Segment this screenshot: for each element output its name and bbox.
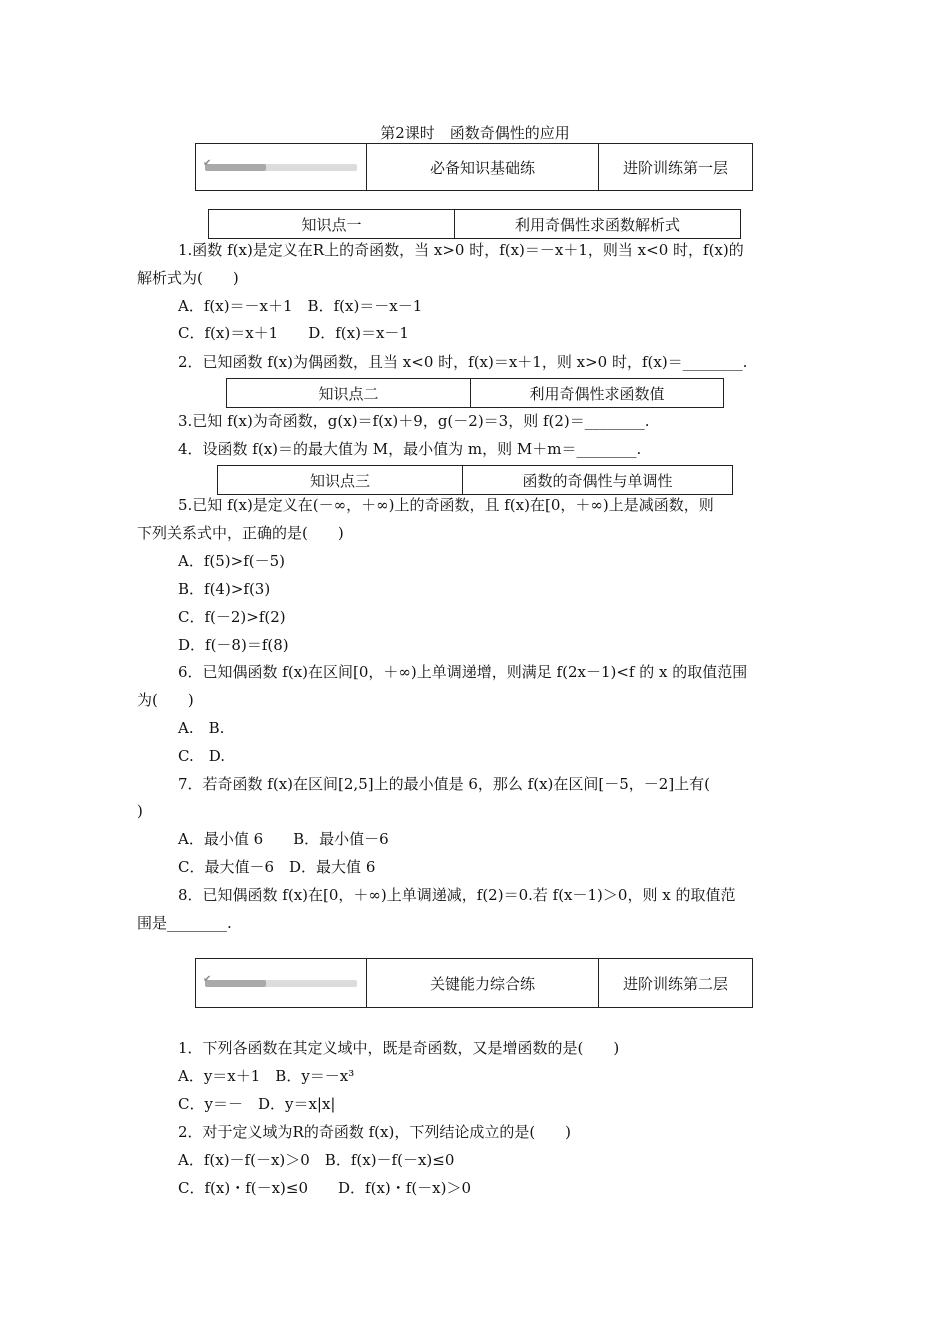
progress-bar — [203, 157, 357, 171]
text-line: 解析式为( ) — [137, 269, 239, 287]
text-line: A. B. — [178, 719, 225, 737]
text-line: 8．已知偶函数 f(x)在[0，＋∞)上单调递减，f(2)＝0.若 f(x－1)＞0，则 x 的取值范 — [178, 886, 736, 904]
text-line: 为( ) — [137, 691, 194, 709]
kp-label: 知识点二 — [227, 379, 471, 407]
check-icon: ✔ — [203, 973, 212, 985]
kp-label: 知识点三 — [218, 466, 463, 494]
knowledge-point-3 — [217, 465, 733, 495]
section-banner-basic — [195, 143, 753, 191]
text-line: ) — [137, 802, 143, 820]
progress-bar — [203, 973, 357, 987]
text-line: 5.已知 f(x)是定义在(－∞，＋∞)上的奇函数，且 f(x)在[0，＋∞)上是减函数，则 — [178, 496, 714, 514]
text-line: C. D. — [178, 747, 225, 765]
text-line: C．f(x)・f(－x)≤0 D．f(x)・f(－x)＞0 — [178, 1179, 472, 1197]
text-line: 1.函数 f(x)是定义在R上的奇函数，当 x>0 时，f(x)＝－x＋1，则当 x<0 时，f(x)的 — [178, 241, 744, 259]
text-line: A．f(x)－f(－x)＞0 B．f(x)－f(－x)≤0 — [178, 1151, 455, 1169]
text-line: C．y＝－ D．y＝x|x| — [178, 1095, 336, 1113]
text-line: 2．对于定义域为R的奇函数 f(x)，下列结论成立的是( ) — [178, 1123, 572, 1141]
text-line: C．f(－2)>f(2) — [178, 608, 286, 626]
knowledge-point-2 — [226, 378, 724, 408]
text-line: 3.已知 f(x)为奇函数，g(x)＝f(x)＋9，g(－2)＝3，则 f(2)＝________. — [178, 412, 650, 430]
kp-topic: 函数的奇偶性与单调性 — [522, 471, 673, 490]
kp-topic: 利用奇偶性求函数解析式 — [514, 215, 680, 234]
kp-topic: 利用奇偶性求函数值 — [529, 384, 665, 403]
text-line: A．最小值 6 B．最小值－6 — [178, 830, 389, 848]
text-line: A．f(x)＝－x＋1 B．f(x)＝－x－1 — [178, 297, 423, 315]
text-line: A．y＝x＋1 B．y＝－x³ — [178, 1067, 355, 1085]
section-banner-advanced — [195, 958, 753, 1008]
section-name: 必备知识基础练 — [366, 144, 598, 190]
section-level: 进阶训练第二层 — [598, 959, 752, 1007]
text-line: 2．已知函数 f(x)为偶函数，且当 x<0 时，f(x)＝x＋1，则 x>0 时，f(x)＝________. — [178, 353, 748, 371]
section-level: 进阶训练第一层 — [598, 144, 752, 190]
knowledge-point-1 — [208, 209, 741, 239]
text-line: D．f(－8)＝f(8) — [178, 636, 289, 654]
text-line: 下列关系式中，正确的是( ) — [137, 524, 344, 542]
text-line: 1．下列各函数在其定义域中，既是奇函数，又是增函数的是( ) — [178, 1039, 620, 1057]
text-line: 4．设函数 f(x)＝的最大值为 M，最小值为 m，则 M＋m＝________. — [178, 440, 642, 458]
check-icon: ✔ — [203, 157, 212, 169]
text-line: 围是________. — [137, 914, 232, 932]
progress-cell — [196, 144, 366, 190]
text-line: 6．已知偶函数 f(x)在区间[0，＋∞)上单调递增，则满足 f(2x－1)<f 的 x 的取值范围 — [178, 663, 748, 681]
text-line: C．最大值－6 D．最大值 6 — [178, 858, 376, 876]
text-line: 7．若奇函数 f(x)在区间[2,5]上的最小值是 6，那么 f(x)在区间[－5，－2]上有( — [178, 775, 711, 793]
kp-label: 知识点一 — [209, 210, 455, 238]
section-name: 关键能力综合练 — [366, 959, 598, 1007]
text-line: A．f(5)>f(－5) — [178, 552, 285, 570]
progress-fill — [205, 980, 266, 987]
progress-fill — [205, 164, 266, 171]
page-title: 第2课时 函数奇偶性的应用 — [380, 124, 570, 142]
progress-cell — [196, 959, 366, 1007]
text-line: B．f(4)>f(3) — [178, 580, 271, 598]
text-line: C．f(x)＝x＋1 D．f(x)＝x－1 — [178, 324, 409, 342]
